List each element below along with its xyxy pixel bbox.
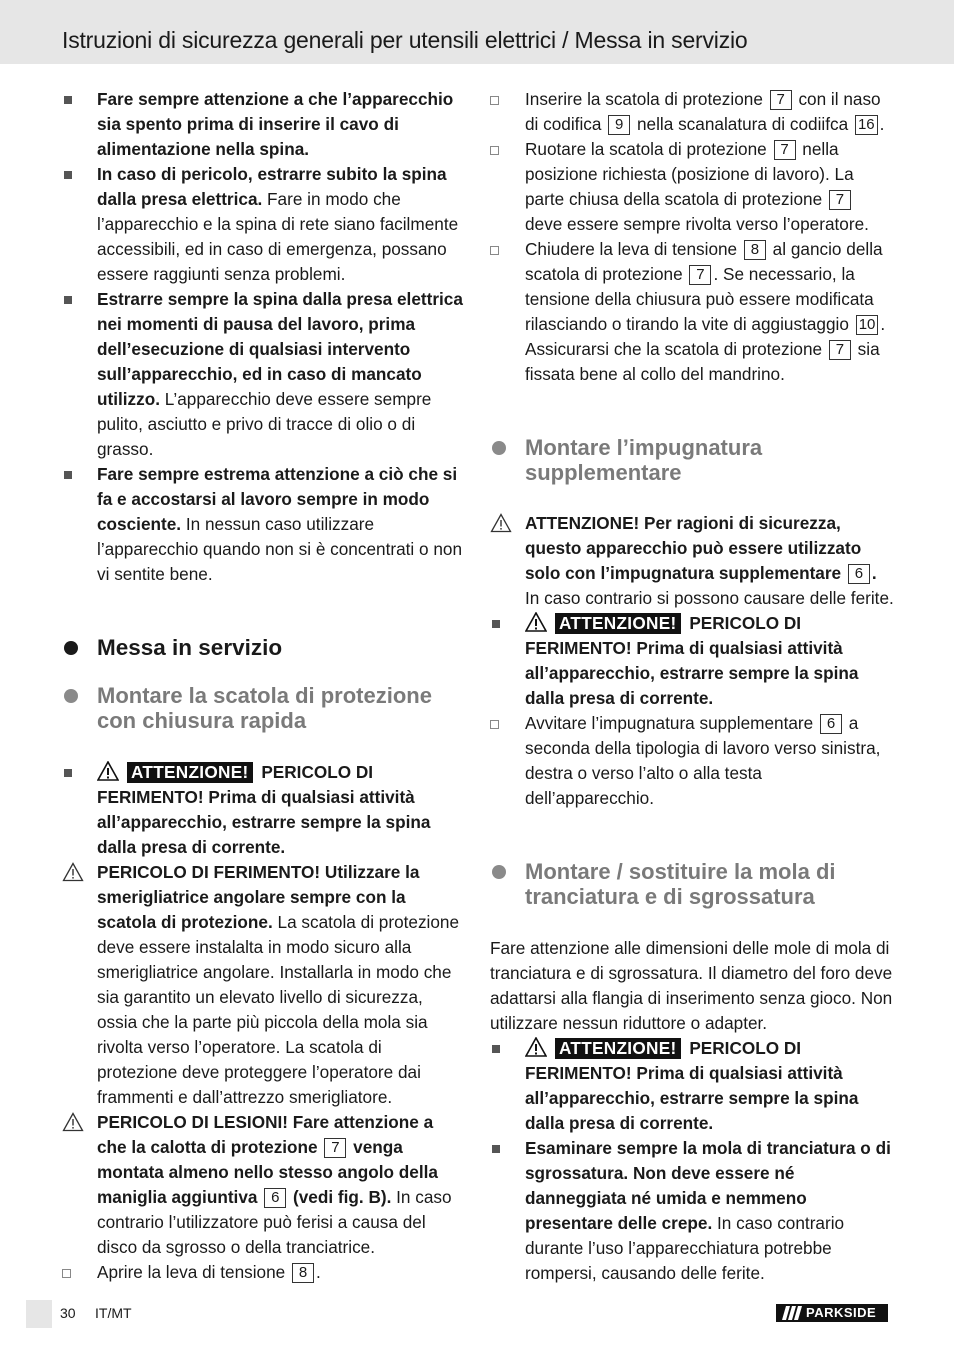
heading-dot-icon — [64, 689, 78, 703]
subsection-heading-impugnatura — [490, 435, 894, 485]
part-ref-badge: 7 — [324, 1138, 346, 1158]
page-title: Istruzioni di sicurezza generali per utensili elettrici / Messa in servizio — [62, 27, 748, 53]
square-bullet-icon — [64, 769, 72, 777]
attention-label: ATTENZIONE! — [555, 613, 681, 634]
step-text: Chiudere la leva di tensione — [525, 239, 738, 259]
step-text: deve essere sempre rivolta verso l’operatore. — [525, 214, 869, 234]
step-text: . — [880, 314, 886, 334]
left-column — [62, 87, 466, 1285]
bullet-text: L’apparecchio deve essere sempre pulito, asciutto e privo di tracce di olio o di grasso. — [97, 389, 432, 459]
warning-text: La scatola di protezione deve essere instalalta in modo sicuro alla smerigliatrice angolare. Installarla in modo che sia garantito un elevato livello di sicurezza, ossia che la parte più piccola della mola sia rivolta verso l’operatore. La scatola di protezione deve proteggere l’operatore dai frammenti e dall’attrezzo smerigliatore. — [97, 912, 460, 1107]
warning-item — [62, 1110, 466, 1260]
square-bullet-icon — [64, 96, 72, 104]
list-item — [490, 1136, 894, 1286]
step-item — [490, 137, 894, 237]
bullet-bold-text: Esaminare sempre la mola di tranciatura o di sgrossatura. Non deve essere né danneggiata né umida e nemmeno presentare delle crepe. — [525, 1138, 891, 1233]
footer-marker — [26, 1300, 52, 1328]
list-item — [62, 760, 466, 860]
warning-outline-icon — [490, 513, 512, 533]
step-text: . — [879, 114, 885, 134]
heading-text: Montare / sostituire la mola di tranciatura e di sgrossatura — [525, 859, 836, 909]
brand-logo — [776, 1304, 888, 1322]
bullet-text: Fare sempre attenzione a che l’apparecchio sia spento prima di inserire il cavo di alimentazione nella spina. — [97, 89, 454, 159]
list-item — [62, 162, 466, 287]
bullet-bold-text: Fare sempre estrema attenzione a ciò che si fa e accostarsi al lavoro sempre in modo cosciente. — [97, 464, 458, 534]
step-text: al gancio della scatola di protezione — [525, 239, 883, 284]
heading-dot-icon — [64, 641, 78, 655]
square-bullet-icon — [64, 171, 72, 179]
square-bullet-icon — [492, 1145, 500, 1153]
step-item — [490, 237, 894, 337]
bullet-bold-text: Estrarre sempre la spina dalla presa elettrica nei momenti di pausa del lavoro, prima dell’esecuzione di qualsiasi intervento sull’apparecchio, ed in caso di mancato utilizzo. — [97, 289, 463, 409]
step-text: Inserire la scatola di protezione — [525, 89, 763, 109]
warning-text: PERICOLO DI FERIMENTO! Prima di qualsiasi attività all’apparecchio, estrarre sempre la spina dalla presa di corrente. — [525, 1038, 859, 1133]
part-ref-badge: 16 — [855, 115, 878, 135]
square-bullet-icon — [492, 620, 500, 628]
subsection-heading-scatola — [62, 683, 466, 733]
right-column — [490, 87, 894, 1286]
step-text: . — [316, 1262, 321, 1282]
square-bullet-icon — [64, 471, 72, 479]
part-ref-badge: 6 — [820, 714, 842, 734]
paragraph-text: Fare attenzione alle dimensioni delle mole di mola di tranciatura e di sgrossatura. Il diametro del foro deve adattarsi alla flangia di inserimento senza gioco. Non utilizzare nessun riduttore o adapter. — [490, 938, 893, 1033]
warning-bold-text: . — [871, 563, 877, 583]
checkbox-bullet-icon — [490, 146, 499, 155]
step-text: nella scanalatura di codiifca — [632, 114, 849, 134]
heading-text: Montare la scatola di protezione con chiusura rapida — [97, 683, 432, 733]
part-ref-badge: 7 — [829, 340, 851, 360]
step-item — [62, 1260, 466, 1285]
part-ref-badge: 10 — [856, 315, 879, 335]
page-number: 30 — [60, 1305, 76, 1321]
warning-triangle-icon — [525, 612, 547, 632]
heading-text: Messa in servizio — [97, 635, 283, 660]
section-heading-messa — [62, 635, 466, 661]
part-ref-badge: 7 — [829, 190, 851, 210]
checkbox-bullet-icon — [490, 720, 499, 729]
checkbox-bullet-icon — [62, 1269, 71, 1278]
warning-bold-text: ATTENZIONE! Per ragioni di sicurezza, questo apparecchio può essere utilizzato solo con l’impugnatura supplementare — [525, 513, 862, 583]
checkbox-bullet-icon — [490, 96, 499, 105]
step-text: . Se necessario, la tensione della chiusura può essere modificata rilasciando o tirando la vite di aggiustaggio — [525, 264, 874, 334]
warning-outline-icon — [62, 1112, 84, 1132]
bullet-text: Fare in modo che l’apparecchio e la spina di rete siano facilmente accessibili, ed in caso di emergenza, possano essere raggiunti senza problemi. — [97, 189, 459, 284]
brand-name: PARKSIDE — [806, 1305, 877, 1320]
part-ref-badge: 7 — [774, 140, 796, 160]
step-text: a seconda della tipologia di lavoro verso sinistra, destra o verso l’alto o alla testa dell’apparecchio. — [525, 713, 881, 808]
part-ref-badge: 9 — [608, 115, 630, 135]
part-ref-badge: 7 — [770, 90, 792, 110]
heading-text: Montare l’impugnatura supplementare — [525, 435, 763, 485]
warning-triangle-icon — [97, 761, 119, 781]
step-item — [490, 87, 894, 137]
warning-text: In caso contrario l’utilizzatore può ferisi a causa del disco da sgrosso o della tranciatrice. — [97, 1187, 452, 1257]
warning-bold-text: PERICOLO DI LESIONI! Fare attenzione a che la calotta di protezione — [97, 1112, 434, 1157]
warning-bold-text: venga montata almeno nello stesso angolo della maniglia aggiuntiva — [97, 1137, 438, 1207]
paragraph-text: Assicurarsi che la scatola di protezione — [525, 339, 823, 359]
bullet-text: In nessun caso utilizzare l’apparecchio quando non si è concentrati o non vi sentite bene. — [97, 514, 463, 584]
square-bullet-icon — [64, 296, 72, 304]
part-ref-badge: 6 — [264, 1188, 286, 1208]
warning-text: PERICOLO DI FERIMENTO! Prima di qualsiasi attività all’apparecchio, estrarre sempre la spina dalla presa di corrente. — [525, 613, 859, 708]
brand-stripes-icon — [780, 1304, 802, 1322]
attention-label: ATTENZIONE! — [555, 1038, 681, 1059]
heading-dot-icon — [492, 865, 506, 879]
part-ref-badge: 7 — [689, 265, 711, 285]
paragraph — [490, 337, 894, 387]
attention-label: ATTENZIONE! — [127, 762, 253, 783]
warning-text: In caso contrario si possono causare delle ferite. — [525, 588, 894, 608]
list-item — [490, 1036, 894, 1136]
square-bullet-icon — [492, 1045, 500, 1053]
paragraph-text: sia fissata bene al collo del mandrino. — [525, 339, 880, 384]
page-header — [0, 0, 954, 64]
warning-bold-text: PERICOLO DI FERIMENTO! Utilizzare la smerigliatrice angolare sempre con la scatola di protezione. — [97, 862, 420, 932]
checkbox-bullet-icon — [490, 246, 499, 255]
bullet-bold-text: In caso di pericolo, estrarre subito la spina dalla presa elettrica. — [97, 164, 447, 209]
list-item — [62, 462, 466, 587]
step-text: nella posizione richiesta (posizione di lavoro). La parte chiusa della scatola di protezione — [525, 139, 854, 209]
list-item — [490, 611, 894, 711]
part-ref-badge: 8 — [292, 1263, 314, 1283]
step-text: Ruotare la scatola di protezione — [525, 139, 767, 159]
warning-item — [490, 511, 894, 611]
language-code: IT/MT — [95, 1305, 132, 1321]
warning-bold-text: (vedi fig. B). — [288, 1187, 392, 1207]
bullet-text: In caso contrario durante l’uso l’apparecchiatura potrebbe rompersi, causando delle ferite. — [525, 1213, 845, 1283]
step-item — [490, 711, 894, 811]
list-item — [62, 287, 466, 462]
part-ref-badge: 8 — [744, 240, 766, 260]
warning-item — [62, 860, 466, 1110]
step-text: Aprire la leva di tensione — [97, 1262, 286, 1282]
list-item — [62, 87, 466, 162]
warning-triangle-icon — [525, 1037, 547, 1057]
part-ref-badge: 6 — [848, 564, 870, 584]
paragraph — [490, 936, 894, 1036]
subsection-heading-mola — [490, 859, 894, 909]
step-text: Avvitare l’impugnatura supplementare — [525, 713, 814, 733]
warning-outline-icon — [62, 862, 84, 882]
heading-dot-icon — [492, 441, 506, 455]
warning-text: PERICOLO DI FERIMENTO! Prima di qualsiasi attività all’apparecchio, estrarre sempre la spina dalla presa di corrente. — [97, 762, 431, 857]
step-text: con il naso di codifica — [525, 89, 881, 134]
